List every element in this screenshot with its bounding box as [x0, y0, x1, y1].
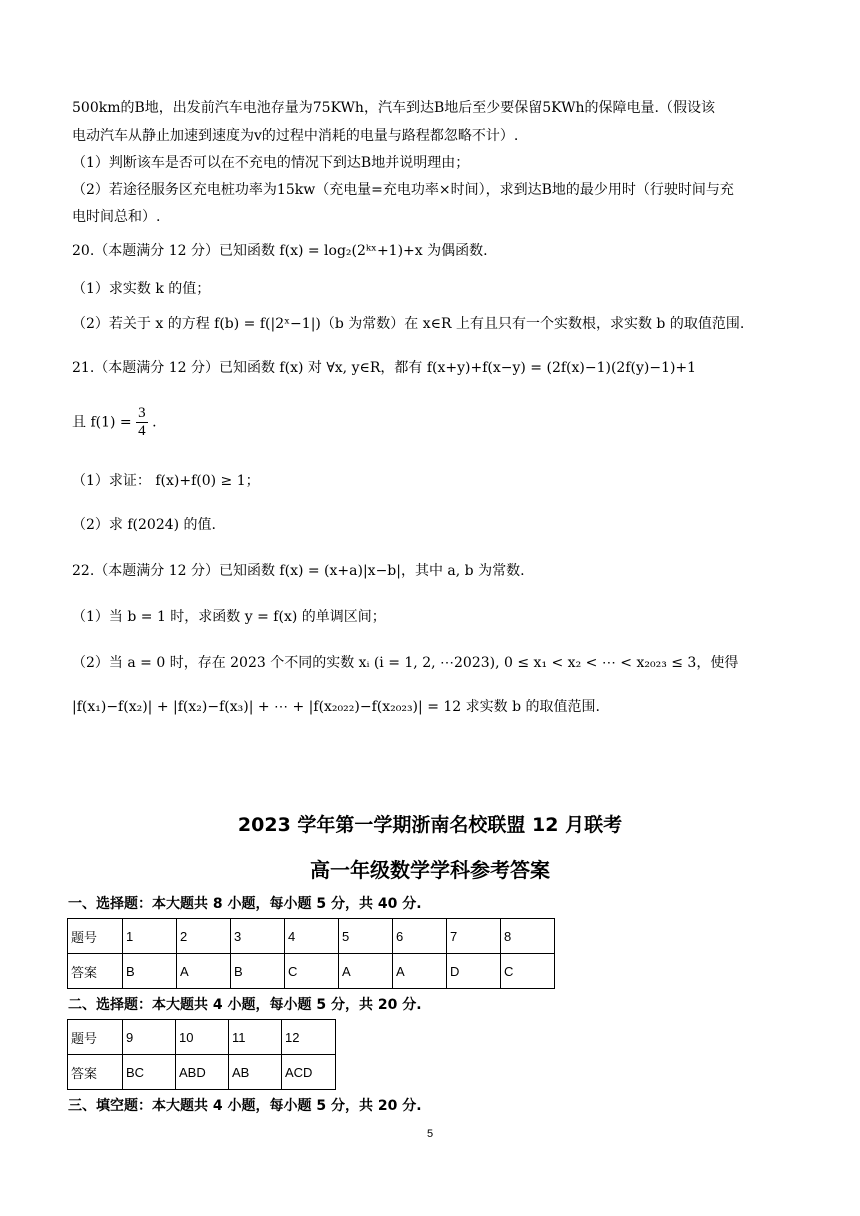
table-cell: 5 [339, 919, 393, 954]
problem-20-part-1: （1）求实数 k 的值； [72, 281, 211, 297]
problem-19-part-1: （1）判断该车是否可以在不充电的情况下到达B地并说明理由； [72, 155, 470, 171]
problem-19-part-2-line-2: 电时间总和）. [72, 209, 161, 225]
table-cell: 11 [229, 1020, 282, 1055]
table-cell: 10 [176, 1020, 229, 1055]
problem-22-part-2-line-1: （2）当 a = 0 时，存在 2023 个不同的实数 xᵢ (i = 1, 2, ⋯2023), 0 ≤ x₁ < x₂ < ⋯ < x₂₀₂₃ ≤ 3，使得 [72, 655, 739, 671]
row-label-answer: 答案 [68, 1055, 123, 1090]
table-cell: 3 [231, 919, 285, 954]
problem-22-stem: 22.（本题满分 12 分）已知函数 f(x) = (x+a)|x−b|，其中 a, b 为常数. [72, 563, 525, 579]
problem-21-part-1: （1）求证： f(x)+f(0) ≥ 1； [72, 473, 260, 489]
table-row-answers [68, 954, 555, 989]
problem-21-condition [72, 405, 157, 440]
problem-22-part-2-line-2: |f(x₁)−f(x₂)| + |f(x₂)−f(x₃)| + ⋯ + |f(x₂₀₂₂)−f(x₂₀₂₃)| = 12 求实数 b 的取值范围. [72, 699, 600, 715]
table-cell: B [123, 954, 177, 989]
condition-prefix: 且 f(1) = [72, 414, 132, 431]
problem-21-part-2: （2）求 f(2024) 的值. [72, 517, 216, 533]
table-cell: A [393, 954, 447, 989]
table-cell: ABD [176, 1055, 229, 1090]
table-row-question-numbers [68, 1020, 336, 1055]
table-cell: 8 [501, 919, 555, 954]
table-cell: ACD [282, 1055, 336, 1090]
table-cell: D [447, 954, 501, 989]
answer-table-1 [67, 918, 555, 989]
fraction-numerator: 3 [138, 405, 146, 421]
table-cell: A [339, 954, 393, 989]
problem-19-text-line-2: 电动汽车从静止加速到速度为v的过程中消耗的电量与路程都忽略不计）. [72, 128, 519, 144]
table-cell: C [285, 954, 339, 989]
table-cell: 1 [123, 919, 177, 954]
row-label-question: 题号 [68, 1020, 123, 1055]
table-cell: 4 [285, 919, 339, 954]
table-cell: 6 [393, 919, 447, 954]
condition-suffix: . [152, 414, 157, 431]
problem-21-stem: 21.（本题满分 12 分）已知函数 f(x) 对 ∀x, y∈R，都有 f(x+y)+f(x−y) = (2f(x)−1)(2f(y)−1)+1 [72, 360, 697, 376]
row-label-answer: 答案 [68, 954, 123, 989]
table-row-question-numbers [68, 919, 555, 954]
section-3-heading: 三、填空题：本大题共 4 小题，每小题 5 分，共 20 分. [68, 1098, 422, 1114]
table-cell: 9 [123, 1020, 176, 1055]
answer-subtitle: 高一年级数学学科参考答案 [310, 858, 550, 882]
problem-20-stem: 20.（本题满分 12 分）已知函数 f(x) = log₂(2ᵏˣ+1)+x 为偶函数. [72, 243, 488, 259]
section-1-heading: 一、选择题：本大题共 8 小题，每小题 5 分，共 40 分. [68, 896, 422, 912]
problem-22-part-1: （1）当 b = 1 时，求函数 y = f(x) 的单调区间； [72, 609, 386, 625]
table-cell: 2 [177, 919, 231, 954]
table-cell: 12 [282, 1020, 336, 1055]
table-cell: B [231, 954, 285, 989]
fraction-three-quarters [136, 405, 148, 440]
problem-19-text-line-1: 500km的B地，出发前汽车电池存量为75KWh，汽车到达B地后至少要保留5KWh的保障电量.（假设该 [72, 100, 715, 116]
answer-table-2 [67, 1019, 336, 1090]
problem-19-part-2-line-1: （2）若途径服务区充电桩功率为15kw（充电量=充电功率×时间），求到达B地的最少用时（行驶时间与充 [72, 182, 734, 198]
table-row-answers [68, 1055, 336, 1090]
table-cell: BC [123, 1055, 176, 1090]
problem-20-part-2: （2）若关于 x 的方程 f(b) = f(|2ˣ−1|)（b 为常数）在 x∈R 上有且只有一个实数根，求实数 b 的取值范围. [72, 316, 745, 332]
table-cell: A [177, 954, 231, 989]
page-number: 5 [426, 1128, 434, 1140]
fraction-denominator: 4 [138, 423, 146, 439]
table-cell: AB [229, 1055, 282, 1090]
table-cell: C [501, 954, 555, 989]
row-label-question: 题号 [68, 919, 123, 954]
section-2-heading: 二、选择题：本大题共 4 小题，每小题 5 分，共 20 分. [68, 997, 422, 1013]
table-cell: 7 [447, 919, 501, 954]
answer-title: 2023 学年第一学期浙南名校联盟 12 月联考 [237, 814, 623, 836]
